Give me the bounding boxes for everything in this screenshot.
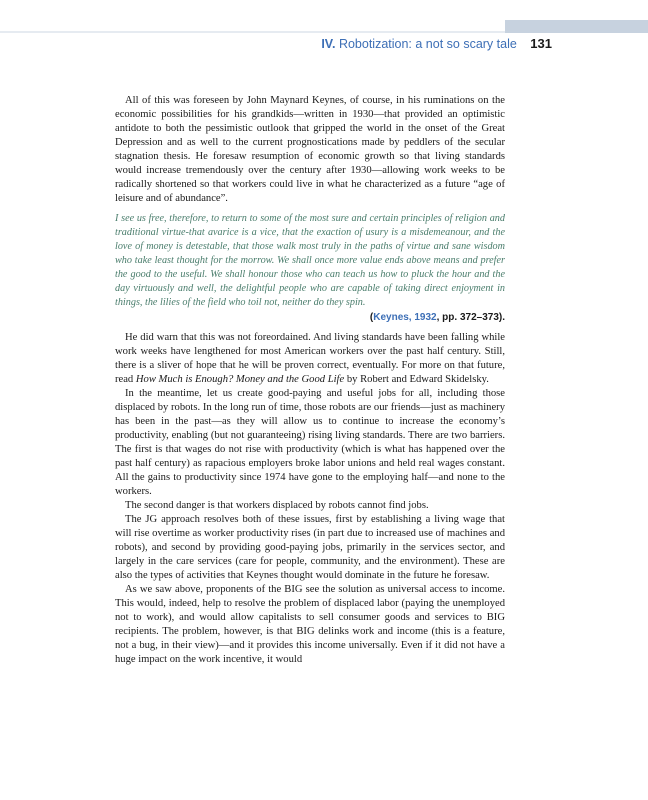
paragraph-text: by Robert and Edward Skidelsky. [344, 374, 489, 385]
chapter-number: IV. [321, 37, 336, 51]
citation-link[interactable]: Keynes, 1932 [373, 312, 437, 323]
header-line [0, 31, 505, 33]
running-head [300, 36, 552, 52]
quote-citation [115, 311, 505, 325]
chapter-title: Robotization: a not so scary tale [338, 37, 517, 51]
block-quote: I see us free, therefore, to return to some of the most sure and certain principles of religion and traditional virtue-that avarice is a vice, that the exaction of usury is a misdemeanour, and the love of money is detestable, that those walk most truly in the paths of virtue and sane wisdom who take least thought for the morrow. We shall once more value ends above means and prefer the good to the useful. We shall honour those who can teach us how to pluck the hour and the day virtuously and well, the delightful people who are capable of taking direct enjoyment in things, the lilies of the field who toil not, neither do they spin. [115, 213, 505, 308]
citation-pages: , pp. 372–373). [436, 312, 505, 323]
paragraph [115, 331, 505, 387]
page-body [115, 94, 505, 667]
header-accent-bar [505, 20, 648, 33]
paragraph: In the meantime, let us create good-paying and useful jobs for all, including those displaced by robots. In the long run of time, those robots are our friends—just as machinery has been in the past—as they will allow us to continue to increase the economy’s productivity, enabling (but not guaranteeing) rising living standards. There are two barriers. The first is that wages do not rise with productivity (which is what has happened over the past half century) as rapacious employers broke labor unions and held real wages constant. All the gains to productivity since 1974 have gone to the employing half—and none to the workers. [115, 388, 505, 497]
paragraph: The JG approach resolves both of these issues, first by establishing a living wage that will rise overtime as worker productivity rises (in part due to increased use of machines and robots), and second by providing good-paying jobs, primarily in the services sector, and largely in the care services (care for people, community, and the environment). These are also the types of activities that Keynes thought would dominate in the future he foresaw. [115, 514, 505, 581]
paragraph: The second danger is that workers displaced by robots cannot find jobs. [125, 500, 429, 511]
paragraph: All of this was foreseen by John Maynard Keynes, of course, in his ruminations on the economic possibilities for his grandkids—written in 1930—that provided an optimistic antidote to both the pessimistic outlook that gripped the world in the onset of the Great Depression and as well to the current prognostications made by peddlers of the secular stagnation thesis. He foresaw resumption of economic growth so that living standards would increase tremendously over the century after 1930—allowing work weeks to be radically shortened so that workers could live in what he characterized as a future “age of leisure and of abundance”. [115, 95, 505, 204]
book-title: How Much is Enough? Money and the Good Life [135, 374, 345, 385]
paragraph-text: He did warn that this was not foreordained. And living standards have been falling while work weeks have lengthened for most American workers over the past half century. Still, there is a sliver of hope that he will be proven correct, eventually. For more on that future, read [115, 332, 505, 385]
paragraph: As we saw above, proponents of the BIG see the solution as universal access to income. This would, indeed, help to resolve the problem of displaced labor (paying the unemployed not to work), and would allow capitalists to sell consumer goods and services to BIG recipients. The problem, however, is that BIG delinks work and income (this is a feature, not a bug, in their view)—and it provides this income universally. Even if it did not have a huge impact on the work incentive, it would [115, 584, 505, 665]
page-number: 131 [530, 36, 552, 51]
citation-open: ( [369, 312, 374, 323]
